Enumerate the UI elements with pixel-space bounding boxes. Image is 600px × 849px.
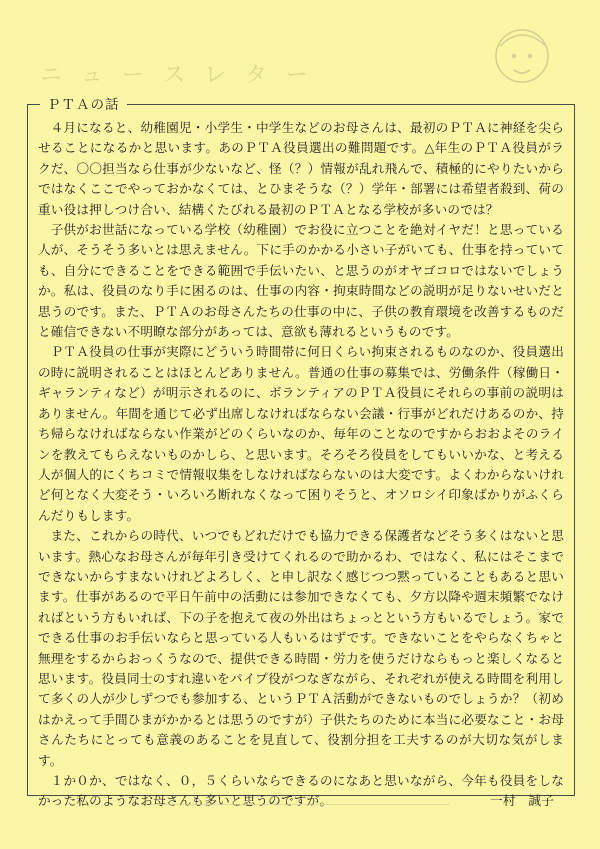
bleed-through-header: ニ ュ ー ス レ タ ー	[40, 63, 314, 88]
paragraph-4: また、これからの時代、いつでもどれだけでも協力できる保護者などそう多くはないと思います。熱心なお母さんが毎年引き受けてくれるので助かるわ、ではなく、私にはそこまでできないからすまないけれどよろしく、と申し訳なく感じつつ黙っていることもあると思います。仕事があるので平日午前中の活動には参加できなくても、夕方以降や週末頻繁でなければという方もいれば、下の子を抱えて夜の外出はちょっとという方もいるでしょう。家でできる仕事のお手伝いならと思っている人もいるはずです。できないことをやらなくちゃと無理をするからおっくうなので、提供できる時間・労力を使うだけならもっと楽しくなると思います。役員同士のすれ違いをパイプ役がつなぎながら、それぞれが使える時間を利用して多くの人が少しずつでも参加する、というＰＴＡ活動ができないものでしょうか？（初めはかえって手間ひまがかかるとは思うのですが）子供たちのために本当に必要なこと・お母さんたちにとっても意義のあることを見直して、役割分担を工夫するのが大切な気がします。	[38, 528, 564, 768]
paragraph-1: ４月になると、幼稚園児・小学生・中学生などのお母さんは、最初のＰＴＡに神経を尖らせることになるかと思います。あのＰＴＡ役員選出の難問題です。△年生のＰＴＡ役員がラクだ、〇〇担当なら仕事が少ないなど、怪（？）情報が乱れ飛んで、積極的にやりたいからではなくここでやっておかなくては、とひまそうな（？）学年・部署には希望者殺到、荷の重い役は押しつけ合い、結構くたびれる最初のＰＴＡとなる学校が多いのでは？	[38, 120, 564, 217]
article-body	[38, 118, 564, 812]
paragraph-2: 子供がお世話になっている学校（幼稚園）でお役に立つことを絶対イヤだ！と思っている人が、そうそう多いとは思えません。下に手のかかる小さい子がいても、仕事を持っていても、自分にできることをできる範囲で手伝いたい、と思うのがオヤゴコロではないでしょうか。私は、役員のなり手に困るのは、仕事の内容・拘束時間などの説明が足りないせいだと思うのです。また、ＰＴＡのお母さんたちの仕事の中に、子供の教育環境を改善するものだと確信できない不明瞭な部分があっては、意欲も薄れるというものです。	[38, 222, 564, 340]
bleed-through-footer-line	[150, 804, 450, 813]
article-title: ＰＴＡの話	[40, 93, 127, 113]
bleed-through-portrait-illustration	[470, 20, 570, 90]
author-signature: 一村 誠子	[490, 793, 554, 809]
paragraph-5: １か０か、ではなく、０，５くらいならできるのになあと思いながら、今年も役員をしなかった私のようなお母さんも多いと思うのですが。	[38, 773, 564, 809]
paragraph-3: ＰＴＡ役員の仕事が実際にどういう時間帯に何日くらい拘束されるものなのか、役員選出の時に説明されることはほとんどありません。普通の仕事の募集では、労働条件（稼働日・ギャランティなど）が明示されるのに、ボランティアのＰＴＡ役員にそれらの事前の説明はありません。年間を通じて必ず出席しなければならない会議・行事がどれだけあるのか、持ち帰らなければならない作業がどのくらいなのか、毎年のことなのですからおおよそのラインを教えてもらえないものかしら、と思います。そろそろ役員をしてもいいかな、と考える人が個人的にくちコミで情報収集をしなければならないのは大変です。よくわからないけれど何となく大変そう・いろいろ断れなくなって困りそうと、オソロシイ印象ばかりがふくらんだりもします。	[38, 344, 564, 523]
